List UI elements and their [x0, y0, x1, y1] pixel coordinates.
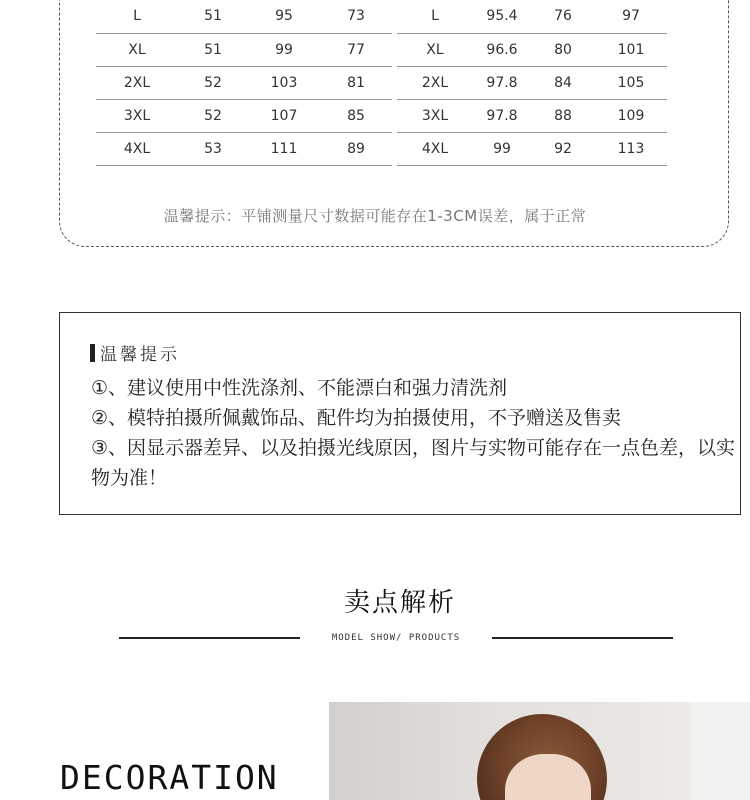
table-row — [96, 132, 392, 165]
list-item: ②、模特拍摄所佩戴饰品、配件均为拍摄使用，不予赠送及售卖 — [91, 407, 622, 429]
table-cell: 51 — [178, 0, 248, 33]
table-cell: 81 — [320, 66, 392, 99]
table-row — [96, 66, 392, 99]
size-note: 温馨提示：平铺测量尺寸数据可能存在1-3CM误差，属于正常 — [163, 207, 587, 225]
table-cell: 95.4 — [473, 0, 531, 33]
table-cell: 76 — [531, 0, 595, 33]
table-cell: 95 — [248, 0, 320, 33]
tips-title: 温馨提示 — [100, 345, 180, 365]
section-title: 卖点解析 — [343, 588, 456, 618]
table-cell: 53 — [178, 132, 248, 165]
table-row — [397, 132, 667, 165]
tips-heading — [90, 340, 180, 365]
table-cell: 92 — [531, 132, 595, 165]
table-cell: 84 — [531, 66, 595, 99]
table-cell: 85 — [320, 99, 392, 132]
table-row — [96, 33, 392, 66]
table-cell: 4XL — [96, 132, 178, 165]
table-cell: 88 — [531, 99, 595, 132]
table-cell: 99 — [248, 33, 320, 66]
table-row — [397, 33, 667, 66]
table-cell: 107 — [248, 99, 320, 132]
table-cell: 101 — [595, 33, 667, 66]
table-cell: 51 — [178, 33, 248, 66]
table-cell: 52 — [178, 99, 248, 132]
table-row — [397, 0, 667, 33]
table-cell: L — [96, 0, 178, 33]
size-table-left — [96, 0, 392, 166]
table-cell: 2XL — [397, 66, 473, 99]
table-cell: 111 — [248, 132, 320, 165]
tips-box — [59, 312, 741, 515]
table-row — [96, 99, 392, 132]
table-cell: 103 — [248, 66, 320, 99]
table-cell: 4XL — [397, 132, 473, 165]
table-cell: 3XL — [96, 99, 178, 132]
table-cell: XL — [397, 33, 473, 66]
table-cell: 73 — [320, 0, 392, 33]
table-cell: L — [397, 0, 473, 33]
list-item: ①、建议使用中性洗涤剂、不能漂白和强力清洗剂 — [91, 377, 508, 399]
table-cell: 99 — [473, 132, 531, 165]
table-cell: 109 — [595, 99, 667, 132]
heading-bar-icon — [90, 344, 95, 362]
table-cell: 97.8 — [473, 66, 531, 99]
table-cell: 77 — [320, 33, 392, 66]
table-row — [96, 0, 392, 33]
list-item: ③、因显示器差异、以及拍摄光线原因，图片与实物可能存在一点色差，以实物为准！ — [91, 437, 736, 489]
divider-left — [119, 637, 300, 639]
decoration-label: DECORATION — [60, 758, 279, 797]
photo-background — [690, 702, 750, 800]
tips-list — [91, 373, 741, 493]
table-cell: 97.8 — [473, 99, 531, 132]
table-cell: 52 — [178, 66, 248, 99]
section-subtitle: MODEL SHOW/ PRODUCTS — [331, 633, 461, 643]
table-row — [397, 99, 667, 132]
table-cell: 113 — [595, 132, 667, 165]
table-cell: 89 — [320, 132, 392, 165]
table-cell: 3XL — [397, 99, 473, 132]
divider-right — [492, 637, 673, 639]
size-table-right — [397, 0, 667, 166]
table-cell: 105 — [595, 66, 667, 99]
table-cell: 96.6 — [473, 33, 531, 66]
table-row — [397, 66, 667, 99]
table-cell: 80 — [531, 33, 595, 66]
table-cell: 2XL — [96, 66, 178, 99]
model-photo — [329, 702, 750, 800]
table-cell: 97 — [595, 0, 667, 33]
table-cell: XL — [96, 33, 178, 66]
